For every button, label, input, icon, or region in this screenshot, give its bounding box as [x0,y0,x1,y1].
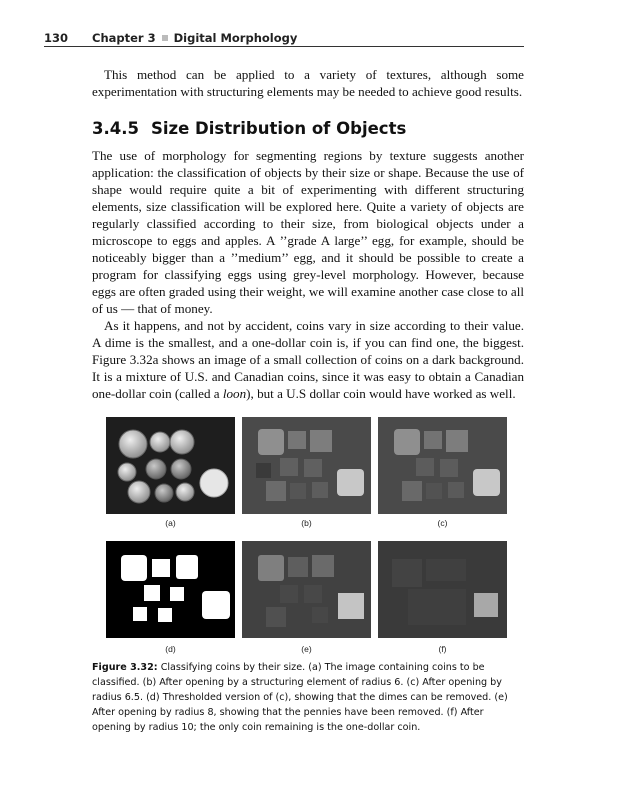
chapter-title: Digital Morphology [173,31,298,45]
figure-caption [92,660,524,735]
figure-label-d: (d) [165,644,176,654]
running-title [92,31,297,45]
paragraph-2-italic: loon [222,386,247,401]
figure-label-a: (a) [165,518,176,528]
section-body [92,147,524,402]
figure-panel-b [242,417,371,514]
paragraph-2-before: As it happens, and not by accident, coins vary in size according to their value. A dime is the smallest, and a one-dollar coin is, if you can find one, the biggest. Figure 3.32a shows an image of a small collection of coins on a dark background. It is a mixture of U.S. and Canadian coins, since it was easy to obtain a Canadian one-dollar coin (called a [92,318,524,401]
paragraph-2 [92,317,524,402]
figure-label-b: (b) [301,518,312,528]
caption-text: Classifying coins by their size. (a) The image containing coins to be classified. (b) After opening by a structuring element of radius 6. (c) After opening by radius 6.5. (d) Thresholded version of (c), showing that the dimes can be removed. (e) After opening by radius 8, showing that the pennies have been removed. (f) After opening by radius 10; the only coin remaining is the one-dollar coin. [92,662,508,733]
figure-panel-e [242,541,371,638]
header-rule [44,46,524,47]
figure-panel-a [106,417,235,514]
figure-label-e: (e) [301,644,312,654]
caption-label: Figure 3.32: [92,662,158,673]
intro-text: This method can be applied to a variety of textures, although some experimentation with structuring elements may be needed to achieve good results. [92,67,524,99]
figure-label-c: (c) [437,518,448,528]
figure-panel-c [378,417,507,514]
page-number: 130 [44,31,69,45]
running-header [44,31,524,46]
paragraph-2-after: ), but a U.S dollar coin would have worked as well. [246,386,516,401]
separator-square-icon [162,35,168,41]
section-heading [92,119,524,138]
chapter-label: Chapter 3 [92,31,156,45]
section-title: Size Distribution of Objects [150,119,407,138]
paragraph-1: The use of morphology for segmenting regions by texture suggests another application: the classification of objects by their size or shape. Because the use of shape would require quite a bit of experimenting with different structuring elements, size classification will be explored here. Quite a variety of objects are regularly classified according to their size, from biological objects under a microscope to eggs and apples. A ’’grade A large’’ egg, for example, should be noticeably bigger than a ’’medium’’ egg, and it should be possible to create a program for classifying eggs using grey-level morphology. However, because eggs are often graded using their weight, we will examine another case close to all of us — that of money. [92,148,524,316]
intro-paragraph [92,66,524,100]
figure-label-f: (f) [438,644,447,654]
figure-panel-f [378,541,507,638]
figure-panel-d [106,541,235,638]
section-number: 3.4.5 [92,119,139,138]
